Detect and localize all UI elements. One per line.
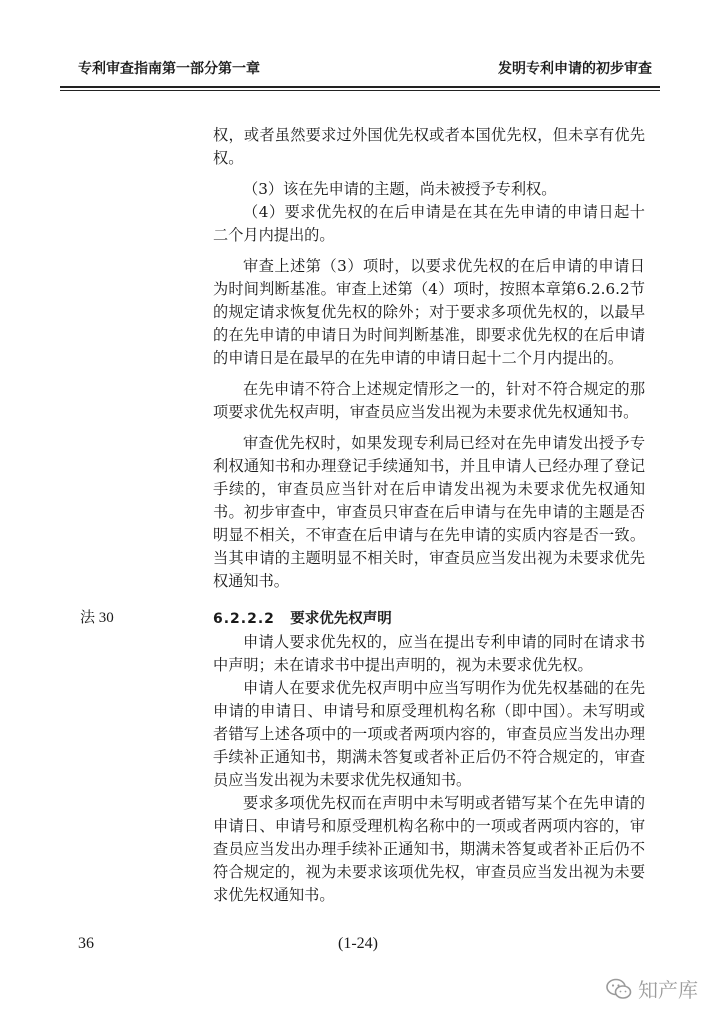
margin-note: 法 30 [80, 610, 114, 626]
running-header [78, 58, 652, 78]
paragraph: 申请人要求优先权的，应当在提出专利申请的同时在请求书中声明；未在请求书中提出声明的，视为未要求优先权。 [213, 633, 645, 674]
page-reference: (1-24) [338, 935, 378, 952]
paragraph: （3）该在先申请的主题，尚未被授予专利权。 [243, 180, 557, 198]
header-right-title: 发明专利申请的初步审查 [498, 61, 652, 77]
header-left-title: 专利审查指南第一部分第一章 [78, 61, 260, 77]
paragraph: 申请人在要求优先权声明中应当写明作为优先权基础的在先申请的申请日、申请号和原受理机构名称（即中国）。未写明或者错写上述各项中的一项或者两项内容的，审查员应当发出办理手续补正通知书，期满未答复或者补正后仍不符合规定的，审查员应当发出视为未要求优先权通知书。 [213, 679, 645, 789]
wechat-icon [606, 978, 632, 1000]
paragraph: （4）要求优先权的在后申请是在其在先申请的申请日起十二个月内提出的。 [213, 203, 645, 244]
section-title: 要求优先权声明 [290, 611, 392, 627]
paragraph: 权，或者虽然要求过外国优先权或者本国优先权，但未享有优先权。 [213, 126, 645, 167]
body-text [80, 124, 645, 907]
paragraph: 审查优先权时，如果发现专利局已经对在先申请发出授予专利权通知书和办理登记手续通知书，并且申请人已经办理了登记手续的，审查员应当针对在后申请发出视为未要求优先权通知书。初步审查中，审查员只审查在后申请与在先申请的主题是否明显不相关，不审查在后申请与在先申请的实质内容是否一致。当其申请的主题明显不相关时，审查员应当发出视为未要求优先权通知书。 [213, 434, 645, 590]
section-number: 6.2.2.2 [213, 611, 275, 627]
watermark [606, 974, 698, 1003]
page-number: 36 [78, 935, 94, 952]
paragraph: 审查上述第（3）项时，以要求优先权的在后申请的申请日为时间判断基准。审查上述第（4）项时，按照本章第6.2.6.2节的规定请求恢复优先权的除外；对于要求多项优先权的，以最早的在先申请的申请日为时间判断基准，即要求优先权的在后申请的申请日是在最早的在先申请的申请日起十二个月内提出的。 [213, 257, 645, 367]
paragraph: 要求多项优先权而在声明中未写明或者错写某个在先申请的申请日、申请号和原受理机构名称中的一项或者两项内容的，审查员应当发出办理手续补正通知书，期满未答复或者补正后仍不符合规定的，视为未要求该项优先权，审查员应当发出视为未要求优先权通知书。 [213, 794, 645, 904]
watermark-text: 知产库 [638, 978, 698, 1002]
header-rule-thin [60, 90, 660, 91]
section-heading [80, 607, 645, 631]
header-rule-thick [60, 86, 660, 88]
paragraph: 在先申请不符合上述规定情形之一的，针对不符合规定的那项要求优先权声明，审查员应当发出视为未要求优先权通知书。 [213, 380, 645, 421]
